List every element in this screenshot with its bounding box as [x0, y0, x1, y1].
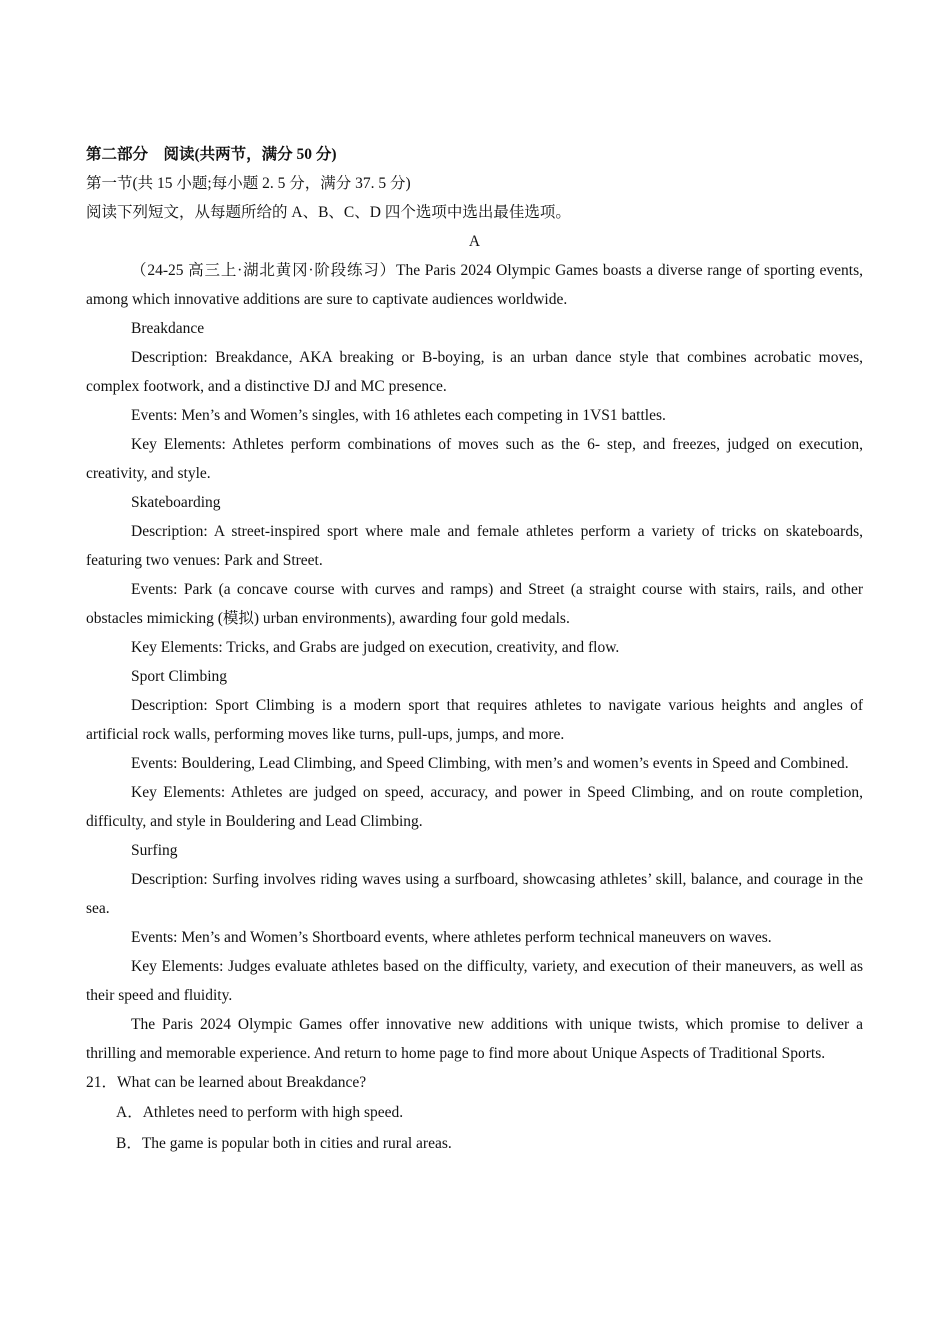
document-page — [86, 140, 863, 1159]
sport-key-elements: Key Elements: Tricks, and Grabs are judged on execution, creativity, and flow. — [131, 639, 620, 656]
sport-heading-skateboarding: Skateboarding — [131, 494, 221, 511]
question-stem: 21．What can be learned about Breakdance? — [86, 1074, 367, 1091]
sport-events: Events: Men’s and Women’s singles, with 16 athletes each competing in 1VS1 battles. — [131, 407, 666, 424]
sport-heading-breakdance: Breakdance — [131, 320, 205, 337]
sport-key-elements: Key Elements: Athletes are judged on speed, accuracy, and power in Speed Climbing, and on route completion, difficulty, and style in Bouldering and Lead Climbing. — [86, 784, 863, 830]
sport-key-elements: Key Elements: Judges evaluate athletes based on the difficulty, variety, and execution of their maneuvers, as well as their speed and fluidity. — [86, 958, 863, 1004]
sport-events: Events: Bouldering, Lead Climbing, and Speed Climbing, with men’s and women’s events in Speed and Combined. — [131, 755, 849, 772]
sport-events: Events: Men’s and Women’s Shortboard events, where athletes perform technical maneuvers on waves. — [131, 929, 772, 946]
sport-heading-sport-climbing: Sport Climbing — [131, 668, 228, 685]
answer-option-b[interactable]: B．The game is popular both in cities and rural areas. — [116, 1135, 452, 1152]
passage-label: A — [468, 233, 481, 250]
passage-intro: （24-25 高三上·湖北黄冈·阶段练习）The Paris 2024 Olympic Games boasts a diverse range of sporting events, among which innovative additions are sure to captivate audiences worldwide. — [86, 262, 863, 308]
sport-heading-surfing: Surfing — [131, 842, 178, 859]
sport-description: Description: Sport Climbing is a modern sport that requires athletes to navigate various heights and angles of artificial rock walls, performing moves like turns, pull-ups, jumps, and more. — [86, 697, 863, 743]
subsection-title: 第一节(共 15 小题;每小题 2. 5 分，满分 37. 5 分) — [86, 175, 411, 192]
sport-description: Description: A street-inspired sport where male and female athletes perform a variety of tricks on skateboards, featuring two venues: Park and Street. — [86, 523, 863, 569]
sport-events: Events: Park (a concave course with curves and ramps) and Street (a straight course with stairs, rails, and other obstacles mimicking (模拟) urban environments), awarding four gold medals. — [86, 581, 863, 627]
section-title: 第二部分 阅读(共两节，满分 50 分) — [86, 146, 337, 163]
sport-key-elements: Key Elements: Athletes perform combinations of moves such as the 6- step, and freezes, judged on execution, creativity, and style. — [86, 436, 863, 482]
sport-description: Description: Surfing involves riding waves using a surfboard, showcasing athletes’ skill, balance, and courage in the sea. — [86, 871, 863, 917]
sport-description: Description: Breakdance, AKA breaking or B-boying, is an urban dance style that combines acrobatic moves, complex footwork, and a distinctive DJ and MC presence. — [86, 349, 863, 395]
answer-option-a[interactable]: A．Athletes need to perform with high speed. — [116, 1104, 404, 1121]
instruction-text: 阅读下列短文，从每题所给的 A、B、C、D 四个选项中选出最佳选项。 — [86, 204, 571, 221]
passage-conclusion: The Paris 2024 Olympic Games offer innovative new additions with unique twists, which promise to deliver a thrilling and memorable experience. And return to home page to find more about Unique Aspects of Traditional Sports. — [86, 1016, 863, 1062]
